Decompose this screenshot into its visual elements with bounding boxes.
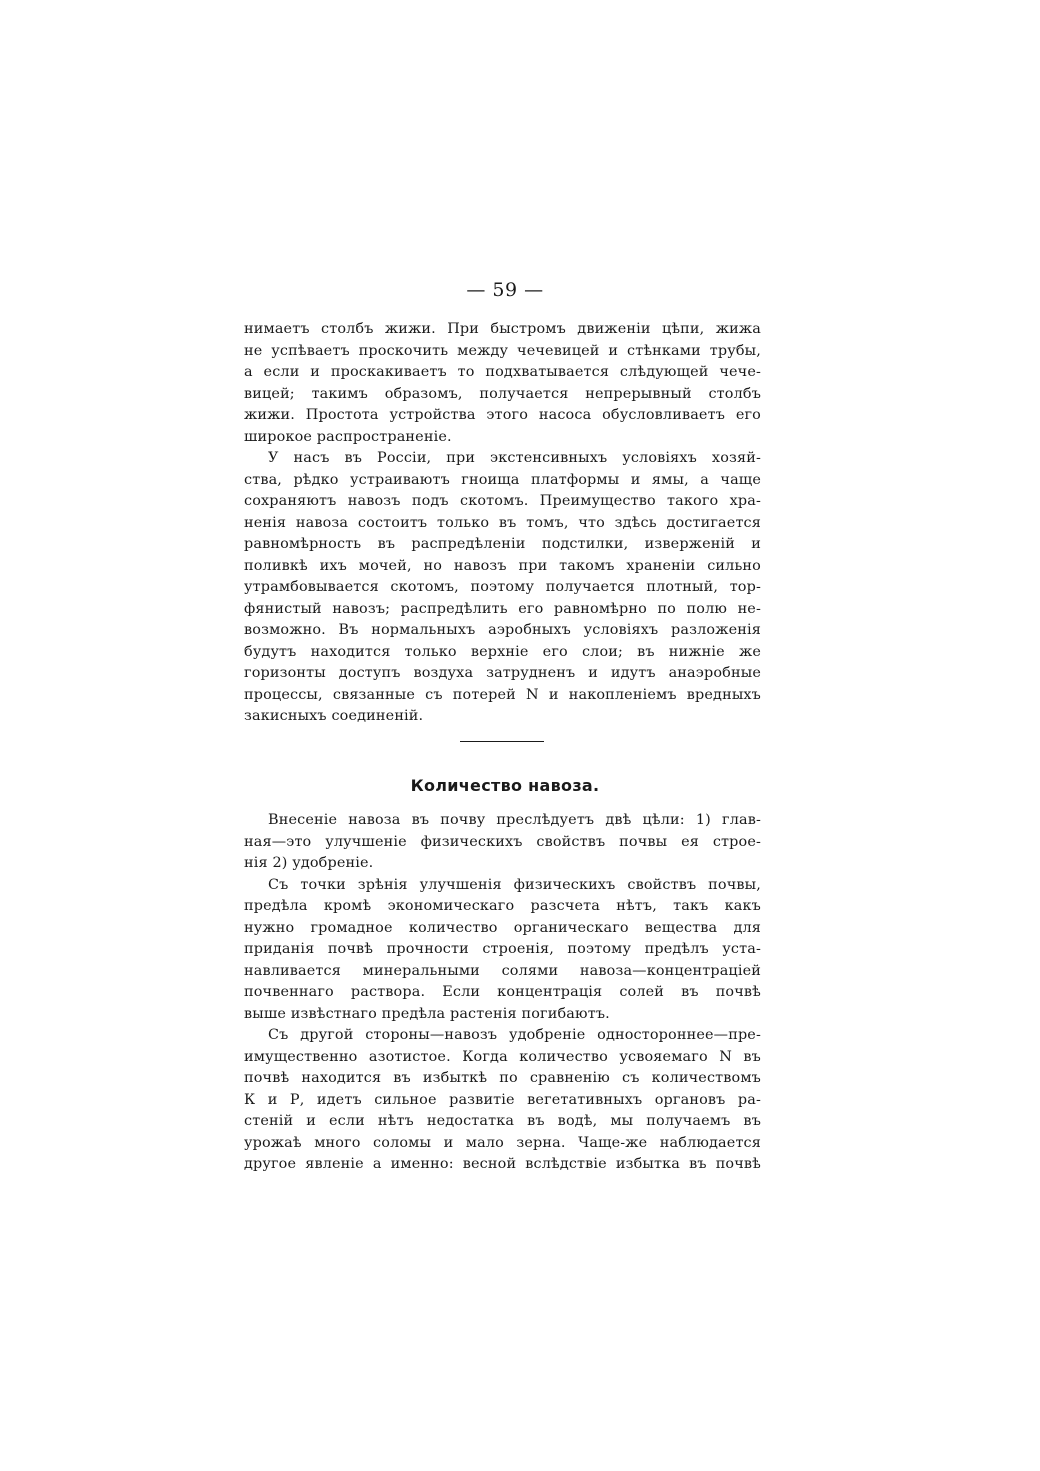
text-line: вицей; такимъ образомъ, получается непрерывный столбъ xyxy=(244,385,761,402)
text-line: фянистый навозъ; распредѣлить его равномѣрно по полю не- xyxy=(244,600,761,617)
text-line: предѣла кромѣ экономическаго разсчета нѣтъ, такъ какъ xyxy=(244,898,761,914)
text-line: возможно. Въ нормальныхъ аэробныхъ условiяхъ разложенiя xyxy=(244,622,761,638)
text-line: закисныхъ соединенiй. xyxy=(244,708,424,724)
text-line: сохраняютъ навозъ подъ скотомъ. Преимущество такого хра- xyxy=(244,493,761,509)
text-line: не успѣваетъ проскочить между чечевицей и стѣнками трубы, xyxy=(244,342,761,359)
text-line: Съ другой стороны—навозъ удобренiе одностороннее—пре- xyxy=(268,1027,761,1043)
paragraph-1 xyxy=(244,319,761,448)
text-line: процессы, связанные съ потерей N и накопленiемъ вредныхъ xyxy=(244,686,761,703)
text-line: К и Р, идетъ сильное развитiе вегетативныхъ органовъ ра- xyxy=(244,1091,761,1108)
text-line: горизонты доступъ воздуха затрудненъ и идутъ анаэробные xyxy=(244,665,761,681)
text-line: приданiя почвѣ прочности строенiя, поэтому предѣлъ уста- xyxy=(244,941,761,957)
paragraph-3 xyxy=(244,810,761,875)
text-line: будутъ находится только верхнiе его слои; въ нижнiе же xyxy=(244,643,761,660)
text-line: почвѣ находится въ избыткѣ по сравненiю съ количествомъ xyxy=(244,1070,761,1086)
text-line: равномѣрность въ распредѣленiи подстилки, изверженiй и xyxy=(244,536,761,552)
paragraph-2 xyxy=(244,448,761,728)
text-line: Съ точки зрѣнiя улучшенiя физическихъ свойствъ почвы, xyxy=(268,876,761,893)
text-line: навливается минеральными солями навоза—концентрацiей xyxy=(244,962,761,979)
text-line: нужно громадное количество органическаго вещества для xyxy=(244,919,761,936)
page-number: — 59 — xyxy=(466,279,544,301)
section-heading: Количество навоза. xyxy=(410,776,600,795)
text-line: жижи. Простота устройства этого насоса обусловливаетъ его xyxy=(244,407,761,423)
text-line: нимаетъ столбъ жижи. При быстромъ движенiи цѣпи, жижа xyxy=(244,321,761,337)
text-line: ства, рѣдко устраиваютъ гноища платформы и ямы, а чаще xyxy=(244,471,761,488)
text-line: нiя 2) удобренiе. xyxy=(244,855,374,871)
text-line: почвеннаго раствора. Если концентрацiя солей въ почвѣ xyxy=(244,984,761,1000)
text-line: У насъ въ Россiи, при экстенсивныхъ условiяхъ хозяй- xyxy=(268,450,761,466)
text-line: Внесенiе навоза въ почву преслѣдуетъ двѣ цѣли: 1) глав- xyxy=(268,812,761,828)
section-2-body xyxy=(244,810,761,1176)
text-line: имущественно азотистое. Когда количество усвояемаго N въ xyxy=(244,1048,761,1065)
text-line: ненiя навоза состоитъ только въ томъ, что здѣсь достигается xyxy=(244,514,761,531)
section-1-body xyxy=(244,319,761,728)
text-line: урожаѣ много соломы и мало зерна. Чаще-же наблюдается xyxy=(244,1134,761,1151)
text-line: стенiй и если нѣтъ недостатка въ водѣ, мы получаемъ въ xyxy=(244,1113,761,1129)
text-line: поливкѣ ихъ мочей, но навозъ при такомъ храненiи сильно xyxy=(244,557,761,574)
text-line: другое явленiе а именно: весной вслѣдствiе избытка въ почвѣ xyxy=(244,1156,761,1172)
paragraph-5 xyxy=(244,1025,761,1176)
text-line: а если и проскакиваетъ то подхватывается слѣдующей чече- xyxy=(244,364,761,380)
text-line: ная—это улучшенiе физическихъ свойствъ почвы ея строе- xyxy=(244,833,761,850)
text-line: выше извѣстнаго предѣла растенiя погибаютъ. xyxy=(244,1005,610,1022)
text-line: широкое распространенiе. xyxy=(244,428,452,445)
section-divider xyxy=(460,741,544,742)
text-line: утрамбовывается скотомъ, поэтому получается плотный, тор- xyxy=(244,579,761,595)
paragraph-4 xyxy=(244,875,761,1026)
